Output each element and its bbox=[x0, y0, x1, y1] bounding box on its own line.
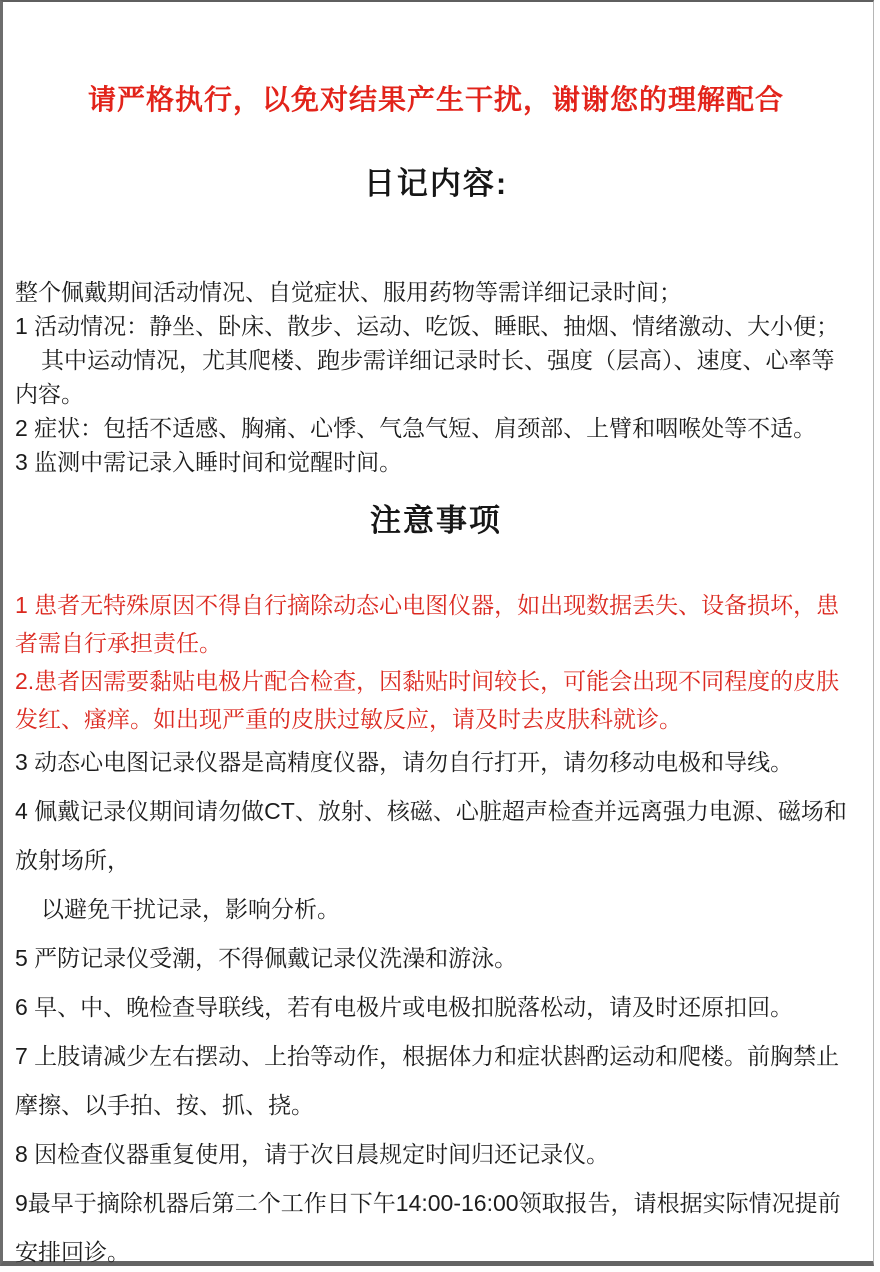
note-item: 以避免干扰记录，影响分析。 bbox=[41, 896, 340, 922]
diary-line: 1 活动情况：静坐、卧床、散步、运动、吃饭、睡眠、抽烟、情绪激动、大小便； bbox=[15, 313, 840, 339]
note-item: 9最早于摘除机器后第二个工作日下午14:00-16:00领取报告，请根据实际情况提前安排回诊。 bbox=[15, 1190, 841, 1265]
note-item: 5 严防记录仪受潮，不得佩戴记录仪洗澡和游泳。 bbox=[15, 945, 518, 971]
diary-line: 其中运动情况，尤其爬楼、跑步需详细记录时长、强度（层高）、速度、心率等内容。 bbox=[15, 347, 835, 407]
diary-section-title: 日记内容: bbox=[363, 166, 509, 201]
diary-content-block bbox=[15, 275, 857, 479]
note-item: 6 早、中、晚检查导联线，若有电极片或电极扣脱落松动，请及时还原扣回。 bbox=[15, 994, 794, 1020]
notes-section-title: 注意事项 bbox=[370, 503, 502, 538]
warning-heading: 请严格执行，以免对结果产生干扰，谢谢您的理解配合 bbox=[87, 84, 784, 115]
note-item: 2.患者因需要黏贴电极片配合检查，因黏贴时间较长，可能会出现不同程度的皮肤发红、瘙痒。如出现严重的皮肤过敏反应，请及时去皮肤科就诊。 bbox=[15, 668, 840, 732]
diary-line: 3 监测中需记录入睡时间和觉醒时间。 bbox=[15, 449, 403, 475]
note-item: 7 上肢请减少左右摆动、上抬等动作，根据体力和症状斟酌运动和爬楼。前胸禁止摩擦、以手拍、按、抓、挠。 bbox=[15, 1043, 840, 1118]
note-item: 3 动态心电图记录仪器是高精度仪器，请勿自行打开，请勿移动电极和导线。 bbox=[15, 749, 794, 775]
note-item: 8 因检查仪器重复使用，请于次日晨规定时间归还记录仪。 bbox=[15, 1141, 610, 1167]
note-item: 4 佩戴记录仪期间请勿做CT、放射、核磁、心脏超声检查并远离强力电源、磁场和放射场所， bbox=[15, 798, 847, 873]
diary-line: 2 症状：包括不适感、胸痛、心悸、气急气短、肩颈部、上臂和咽喉处等不适。 bbox=[15, 415, 817, 441]
diary-line: 整个佩戴期间活动情况、自觉症状、服用药物等需详细记录时间； bbox=[15, 279, 682, 305]
notes-block bbox=[15, 586, 857, 1272]
note-item: 1 患者无特殊原因不得自行摘除动态心电图仪器，如出现数据丢失、设备损坏，患者需自行承担责任。 bbox=[15, 592, 840, 656]
